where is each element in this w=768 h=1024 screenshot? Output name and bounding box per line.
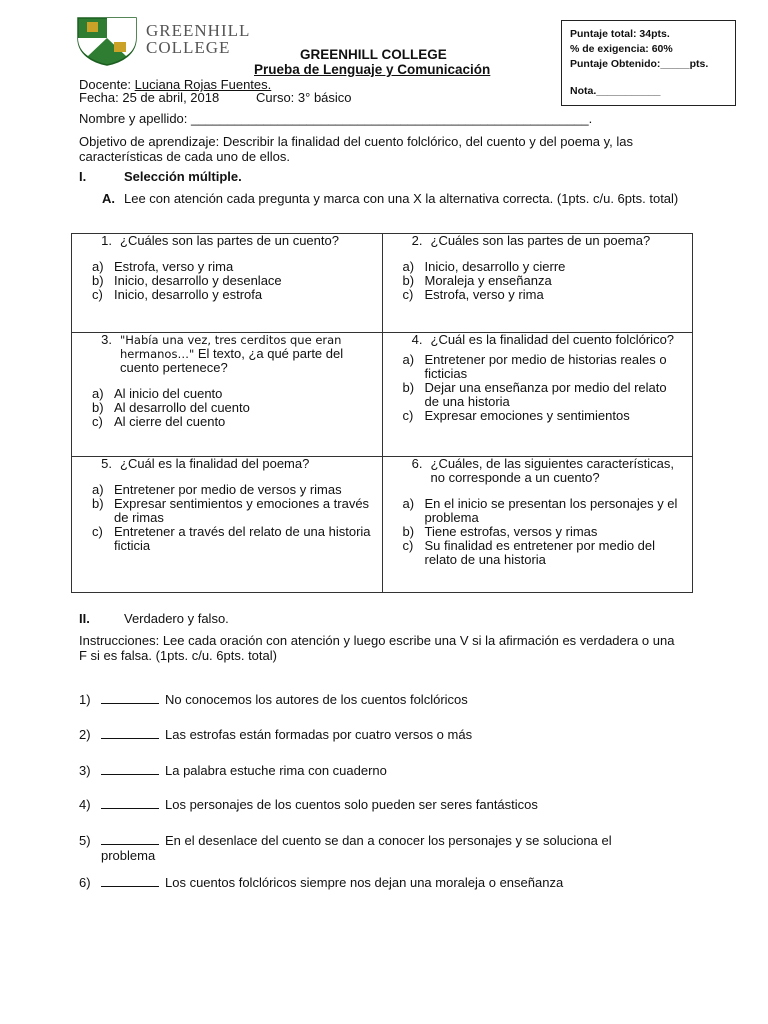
tf-statement-continued: problema [101, 848, 156, 863]
answer-blank[interactable] [101, 875, 159, 887]
option[interactable]: c) Estrofa, verso y rima [402, 287, 544, 302]
option[interactable]: b) Moraleja y enseñanza [402, 273, 552, 288]
score-exigencia: % de exigencia: 60% [570, 43, 673, 55]
option[interactable]: a) Entretener por medio de historias reales o ficticias [402, 352, 667, 381]
answer-blank[interactable] [101, 763, 159, 775]
section1-instructions: Lee con atención cada pregunta y marca con una X la alternativa correcta. (1pts. c/u. 6pts. total) [124, 191, 679, 206]
question-cell: 6. ¿Cuáles, de las siguientes características, no corresponde a un cuento? a) En el inicio se presentan los personajes y el problema b) Tiene estrofas, versos y rimas c) Su finalidad es entretener por medio del relato de una historia [382, 457, 693, 593]
tf-statement: No conocemos los autores de los cuentos folclóricos [165, 692, 468, 707]
fecha-line [79, 91, 219, 105]
tf-item: 2) Las estrofas están formadas por cuatro versos o más [79, 727, 473, 742]
shield-icon [76, 16, 138, 66]
tf-statement: La palabra estuche rima con cuaderno [165, 763, 387, 778]
tf-item: 4) Los personajes de los cuentos solo pueden ser seres fantásticos [79, 797, 538, 812]
option[interactable]: c) Al cierre del cuento [92, 414, 226, 429]
tf-item: 6) Los cuentos folclóricos siempre nos dejan una moraleja o enseñanza [79, 875, 564, 890]
question-text: ¿Cuáles son las partes de un cuento? [120, 233, 339, 248]
question-text: "Había una vez, tres cerditos que eran hermanos…" El texto, ¿a qué parte del cuento pertenece? [120, 333, 344, 375]
score-obtenido: Puntaje Obtenido:_____pts. [570, 58, 709, 70]
nombre-field[interactable]: Nombre y apellido: _______________________________________________________. [79, 111, 593, 126]
tf-item: 5) En el desenlace del cuento se dan a conocer los personajes y se soluciona el problema [79, 833, 699, 863]
school-logo [76, 16, 276, 66]
option[interactable]: a) En el inicio se presentan los personajes y el problema [402, 496, 678, 525]
logo-text-line1: GREENHILL [146, 21, 251, 40]
question-cell: 3. "Había una vez, tres cerditos que eran hermanos…" El texto, ¿a qué parte del cuento pertenece? a) Al inicio del cuento b) Al desarrollo del cuento c) Al cierre del cuento [72, 333, 383, 457]
section2-title: Verdadero y falso. [124, 611, 229, 626]
learning-objective: Objetivo de aprendizaje: Describir la finalidad del cuento folclórico, del cuento y del poema y, las características de cada uno de ellos. [79, 134, 634, 164]
answer-blank[interactable] [101, 797, 159, 809]
option[interactable]: c) Su finalidad es entretener por medio del relato de una historia [402, 538, 656, 567]
section1-sub-letter: A. [102, 191, 115, 206]
option[interactable]: b) Al desarrollo del cuento [92, 400, 250, 415]
question-text: ¿Cuál es la finalidad del cuento folclórico? [430, 332, 675, 347]
section1-numeral: I. [79, 169, 87, 184]
test-title: Prueba de Lenguaje y Comunicación [254, 62, 491, 77]
option[interactable]: a) Estrofa, verso y rima [92, 259, 234, 274]
docente-label: Docente: [79, 77, 132, 92]
answer-blank[interactable] [101, 727, 159, 739]
tf-item: 1) No conocemos los autores de los cuentos folclóricos [79, 692, 468, 707]
docente-name: Luciana Rojas Fuentes. [134, 77, 272, 92]
option[interactable]: a) Inicio, desarrollo y cierre [402, 259, 566, 274]
score-box [561, 20, 736, 106]
tf-statement: En el desenlace del cuento se dan a conocer los personajes y se soluciona el [165, 833, 612, 848]
section2-numeral: II. [79, 611, 90, 626]
section1-title: Selección múltiple. [124, 169, 242, 184]
question-cell: 1. ¿Cuáles son las partes de un cuento? a) Estrofa, verso y rima b) Inicio, desarrollo y desenlace c) Inicio, desarrollo y estrofa [72, 234, 383, 333]
option[interactable]: b) Inicio, desarrollo y desenlace [92, 273, 282, 288]
score-nota: Nota.___________ [570, 85, 661, 97]
option[interactable]: c) Inicio, desarrollo y estrofa [92, 287, 263, 302]
option[interactable]: b) Dejar una enseñanza por medio del relato de una historia [402, 380, 667, 409]
question-text: ¿Cuáles son las partes de un poema? [430, 233, 651, 248]
option[interactable]: b) Tiene estrofas, versos y rimas [402, 524, 598, 539]
curso-text: Curso: 3° básico [256, 90, 352, 105]
question-text: ¿Cuál es la finalidad del poema? [120, 456, 310, 471]
option[interactable]: a) Al inicio del cuento [92, 386, 223, 401]
logo-text-line2: COLLEGE [146, 38, 231, 57]
tf-statement: Los personajes de los cuentos solo pueden ser seres fantásticos [165, 797, 538, 812]
fecha-text: Fecha: 25 de abril, 2018 [79, 90, 220, 105]
question-text: ¿Cuáles, de las siguientes características, no corresponde a un cuento? [430, 456, 674, 485]
quoted-text: "Había una vez, tres cerditos que eran hermanos…" [120, 333, 342, 361]
option[interactable]: a) Entretener por medio de versos y rimas [92, 482, 342, 497]
tf-item: 3) La palabra estuche rima con cuaderno [79, 763, 387, 778]
option[interactable]: c) Expresar emociones y sentimientos [402, 408, 630, 423]
tf-statement: Las estrofas están formadas por cuatro versos o más [165, 727, 473, 742]
score-total: Puntaje total: 34pts. [570, 28, 670, 40]
answer-blank[interactable] [101, 833, 159, 845]
question-cell: 4. ¿Cuál es la finalidad del cuento folclórico? a) Entretener por medio de historias reales o ficticias b) Dejar una enseñanza por medio del relato de una historia c) Expresar emociones y sentimientos [382, 333, 693, 457]
question-cell: 2. ¿Cuáles son las partes de un poema? a) Inicio, desarrollo y cierre b) Moraleja y enseñanza c) Estrofa, verso y rima [382, 234, 693, 333]
section2-instructions: Instrucciones: Lee cada oración con atención y luego escribe una V si la afirmación es verdadera o una F si es falsa. (1pts. c/u. 6pts. total) [79, 633, 675, 663]
option[interactable]: c) Entretener a través del relato de una historia ficticia [92, 524, 371, 553]
tf-statement: Los cuentos folclóricos siempre nos dejan una moraleja o enseñanza [165, 875, 564, 890]
question-cell: 5. ¿Cuál es la finalidad del poema? a) Entretener por medio de versos y rimas b) Expresar sentimientos y emociones a través de rimas c) Entretener a través del relato de una historia ficticia [72, 457, 383, 593]
school-name: GREENHILL COLLEGE [300, 47, 447, 62]
option[interactable]: b) Expresar sentimientos y emociones a través de rimas [92, 496, 370, 525]
answer-blank[interactable] [101, 692, 159, 704]
questions-table [71, 233, 693, 593]
